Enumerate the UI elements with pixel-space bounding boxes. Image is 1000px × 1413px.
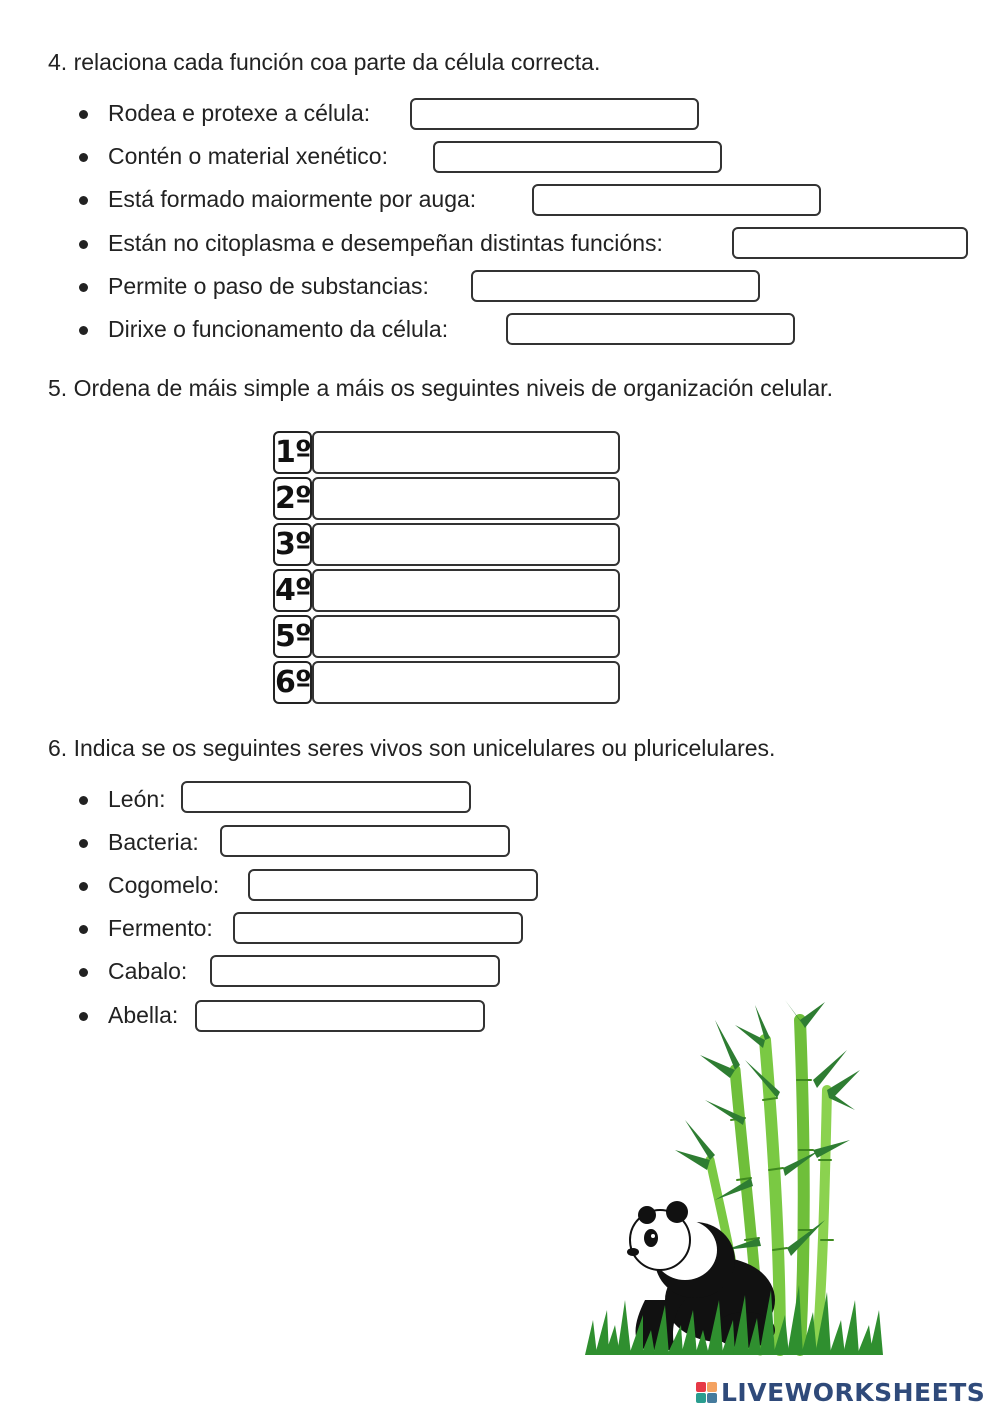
order-number: 3º <box>273 523 312 566</box>
bullet-icon <box>79 925 88 934</box>
order-input-6[interactable] <box>312 661 620 704</box>
q6-title: 6. Indica se os seguintes seres vivos son unicelulares ou pluricelulares. <box>48 735 776 761</box>
order-input-1[interactable] <box>312 431 620 474</box>
q4-item-label: Dirixe o funcionamento da célula: <box>108 316 449 342</box>
bullet-icon <box>79 796 88 805</box>
q5-title: 5. Ordena de máis simple a máis os seguintes niveis de organización celular. <box>48 375 833 401</box>
order-input-5[interactable] <box>312 615 620 658</box>
panda-bamboo-illustration <box>585 1000 885 1360</box>
q4-answer-input-3[interactable] <box>532 184 821 216</box>
bullet-icon <box>79 110 88 119</box>
bullet-icon <box>79 283 88 292</box>
q6-answer-input-6[interactable] <box>195 1000 485 1032</box>
bullet-icon <box>79 240 88 249</box>
q4-item-label: Está formado maiormente por auga: <box>108 186 477 212</box>
q4-answer-input-4[interactable] <box>732 227 968 259</box>
order-input-4[interactable] <box>312 569 620 612</box>
q4-item-label: Contén o material xenético: <box>108 143 388 169</box>
bullet-icon <box>79 153 88 162</box>
q6-item-label: Cogomelo: <box>108 872 220 898</box>
q6-answer-input-5[interactable] <box>210 955 500 987</box>
bullet-icon <box>79 196 88 205</box>
bullet-icon <box>79 968 88 977</box>
bullet-icon <box>79 839 88 848</box>
q4-answer-input-2[interactable] <box>433 141 722 173</box>
q4-answer-input-5[interactable] <box>471 270 760 302</box>
q6-item-label: León: <box>108 786 166 812</box>
q6-answer-input-1[interactable] <box>181 781 471 813</box>
order-number: 4º <box>273 569 312 612</box>
q4-answer-input-1[interactable] <box>410 98 699 130</box>
q6-answer-input-2[interactable] <box>220 825 510 857</box>
brand-name: LIVEWORKSHEETS <box>721 1377 986 1407</box>
q6-item-label: Cabalo: <box>108 958 188 984</box>
q4-item-label: Rodea e protexe a célula: <box>108 100 371 126</box>
bullet-icon <box>79 1012 88 1021</box>
bullet-icon <box>79 326 88 335</box>
q6-item-label: Fermento: <box>108 915 213 941</box>
order-number: 6º <box>273 661 312 704</box>
order-input-2[interactable] <box>312 477 620 520</box>
order-number: 2º <box>273 477 312 520</box>
q6-answer-input-3[interactable] <box>248 869 538 901</box>
order-input-3[interactable] <box>312 523 620 566</box>
bullet-icon <box>79 882 88 891</box>
q6-answer-input-4[interactable] <box>233 912 523 944</box>
q4-item-label: Están no citoplasma e desempeñan distintas funcións: <box>108 230 663 256</box>
q4-item-label: Permite o paso de substancias: <box>108 273 429 299</box>
q4-title: 4. relaciona cada función coa parte da célula correcta. <box>48 49 601 75</box>
q6-item-label: Abella: <box>108 1002 179 1028</box>
q4-answer-input-6[interactable] <box>506 313 795 345</box>
order-number: 5º <box>273 615 312 658</box>
liveworksheets-logo <box>696 1377 985 1407</box>
order-number: 1º <box>273 431 312 474</box>
liveworksheets-logo-icon <box>696 1382 717 1403</box>
q6-item-label: Bacteria: <box>108 829 199 855</box>
